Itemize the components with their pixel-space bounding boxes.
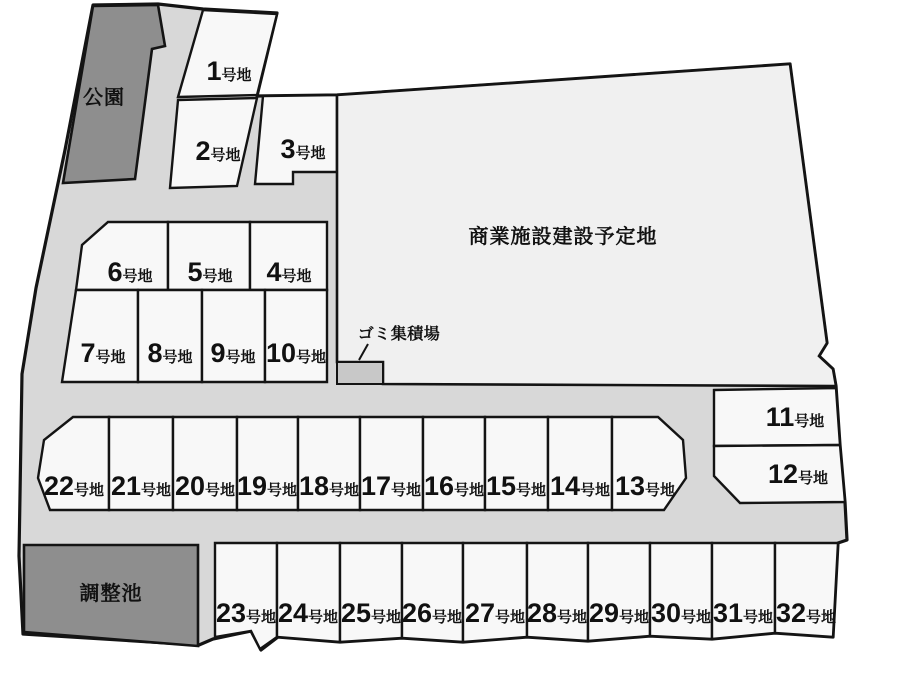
lot-32-label: 32号地 xyxy=(775,598,837,628)
lot-11-label: 11号地 xyxy=(765,402,825,432)
lot-19-label: 19号地 xyxy=(236,471,298,501)
lot-4-label: 4号地 xyxy=(266,257,312,287)
lot-15-label: 15号地 xyxy=(485,471,547,501)
lot-21-label: 21号地 xyxy=(110,471,172,501)
garbage-box xyxy=(337,362,383,384)
lot-25-label: 25号地 xyxy=(340,598,402,628)
lot-2-label: 2号地 xyxy=(195,136,241,166)
lot-5-label: 5号地 xyxy=(187,257,233,287)
lot-30-label: 30号地 xyxy=(650,598,712,628)
lot-9-parcel xyxy=(202,290,265,382)
lot-7-label: 7号地 xyxy=(80,338,126,368)
lot-13-label: 13号地 xyxy=(614,471,676,501)
lot-31-label: 31号地 xyxy=(712,598,774,628)
pond-label: 調整池 xyxy=(79,583,143,605)
lot-10-parcel xyxy=(265,290,327,382)
park-label: 公園 xyxy=(83,87,125,109)
lot-23-label: 23号地 xyxy=(215,598,277,628)
lot-3-parcel xyxy=(255,95,337,184)
lot-27-label: 27号地 xyxy=(464,598,526,628)
lot-12-label: 12号地 xyxy=(767,459,829,489)
lot-10-label: 10号地 xyxy=(265,338,327,368)
lot-28-label: 28号地 xyxy=(526,598,588,628)
lot-3-label: 3号地 xyxy=(280,134,326,164)
lot-1-label: 1号地 xyxy=(206,56,252,86)
commercial-label: 商業施設建設予定地 xyxy=(468,226,658,248)
lot-20-label: 20号地 xyxy=(174,471,236,501)
lot-6-label: 6号地 xyxy=(107,257,153,287)
lot-14-label: 14号地 xyxy=(549,471,611,501)
lot-8-label: 8号地 xyxy=(147,338,193,368)
lot-18-label: 18号地 xyxy=(298,471,360,501)
lot-8-parcel xyxy=(138,290,202,382)
garbage-label: ゴミ集積場 xyxy=(357,326,441,343)
lot-24-label: 24号地 xyxy=(277,598,339,628)
lot-22-label: 22号地 xyxy=(43,471,105,501)
lot-29-label: 29号地 xyxy=(588,598,650,628)
lot-7-parcel xyxy=(62,290,138,382)
lot-17-label: 17号地 xyxy=(360,471,422,501)
lot-26-label: 26号地 xyxy=(401,598,463,628)
lot-16-label: 16号地 xyxy=(423,471,485,501)
lot-9-label: 9号地 xyxy=(210,338,256,368)
